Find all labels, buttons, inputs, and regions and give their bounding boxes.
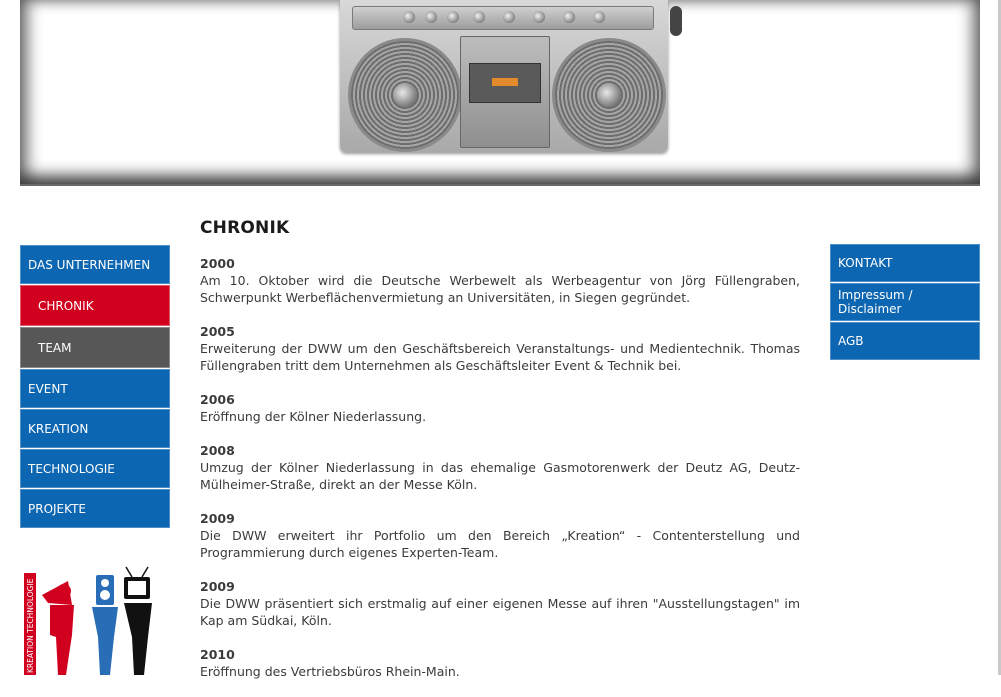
nav-item-chronik[interactable] — [20, 285, 170, 326]
entry-year: 2006 — [200, 392, 235, 407]
nav-item-impressum[interactable] — [830, 283, 980, 321]
nav-item-label: EVENT — [28, 381, 68, 396]
boombox-left-speaker — [348, 38, 462, 152]
nav-item-label: PROJEKTE — [28, 501, 86, 516]
nav-item-agb[interactable] — [830, 322, 980, 360]
entry-text: Umzug der Kölner Niederlassung in das ehemalige Gasmotorenwerk der Deutz AG, Deutz-Mülheimer-Straße, direkt an der Messe Köln. — [200, 460, 800, 492]
logo-side-text: KREATION TECHNOLOGIE — [26, 578, 35, 673]
page-title: CHRONIK — [200, 218, 290, 238]
boombox-cassette-deck — [460, 36, 550, 148]
entry-text: Eröffnung der Kölner Niederlassung. — [200, 409, 427, 424]
chronik-entry — [200, 391, 800, 425]
nav-item-label: KONTAKT — [838, 256, 893, 270]
nav-item-label: DAS UNTERNEHMEN — [28, 257, 151, 272]
logo-illustration — [20, 565, 160, 675]
nav-item-label: TECHNOLOGIE — [28, 461, 115, 476]
nav-item-label: Impressum / Disclaimer — [838, 288, 913, 316]
chronik-entry — [200, 578, 800, 629]
entry-year: 2010 — [200, 647, 235, 662]
entry-year: 2008 — [200, 443, 235, 458]
boombox-controls — [352, 6, 654, 30]
main-content — [200, 218, 800, 697]
boombox-image — [340, 0, 668, 152]
entry-text: Am 10. Oktober wird die Deutsche Werbewelt als Werbeagentur von Jörg Füllengraben, Schwerpunkt Werbeflächenvermietung an Universitäten, in Siegen gegründet. — [200, 273, 800, 305]
entry-text: Erweiterung der DWW um den Geschäftsbereich Veranstaltungs- und Medientechnik. Thomas Füllengraben tritt dem Unternehmen als Geschäftsleiter Event & Technik bei. — [200, 341, 800, 373]
nav-item-label: KREATION — [28, 421, 89, 436]
nav-item-kreation[interactable] — [20, 409, 170, 448]
main-navigation — [20, 245, 170, 529]
chronik-entry — [200, 442, 800, 493]
entry-year: 2009 — [200, 579, 235, 594]
nav-item-label: TEAM — [38, 340, 72, 355]
chronik-entry — [200, 323, 800, 374]
nav-item-projekte[interactable] — [20, 489, 170, 528]
chronik-entry — [200, 510, 800, 561]
entry-text: Die DWW präsentiert sich erstmalig auf einer eigenen Messe auf ihren "Ausstellungstagen" im Kap am Südkai, Köln. — [200, 596, 800, 628]
header-banner — [20, 0, 980, 186]
nav-item-team[interactable] — [20, 327, 170, 368]
company-logo — [20, 565, 160, 675]
entry-text: Die DWW erweitert ihr Portfolio um den Bereich „Kreation“ - Contenterstellung und Programmierung durch eigenes Experten-Team. — [200, 528, 800, 560]
nav-item-das-unternehmen[interactable] — [20, 245, 170, 284]
nav-item-technologie[interactable] — [20, 449, 170, 488]
entry-year: 2005 — [200, 324, 235, 339]
boombox-right-speaker — [552, 38, 666, 152]
boombox-handle — [670, 6, 682, 36]
chronik-entry — [200, 255, 800, 306]
nav-item-kontakt[interactable] — [830, 244, 980, 282]
nav-item-event[interactable] — [20, 369, 170, 408]
entry-text: Eröffnung des Vertriebsbüros Rhein-Main. — [200, 664, 460, 679]
nav-item-label: CHRONIK — [38, 298, 94, 313]
nav-item-label: AGB — [838, 334, 864, 348]
entry-year: 2000 — [200, 256, 235, 271]
meta-navigation — [830, 244, 980, 361]
entry-year: 2009 — [200, 511, 235, 526]
